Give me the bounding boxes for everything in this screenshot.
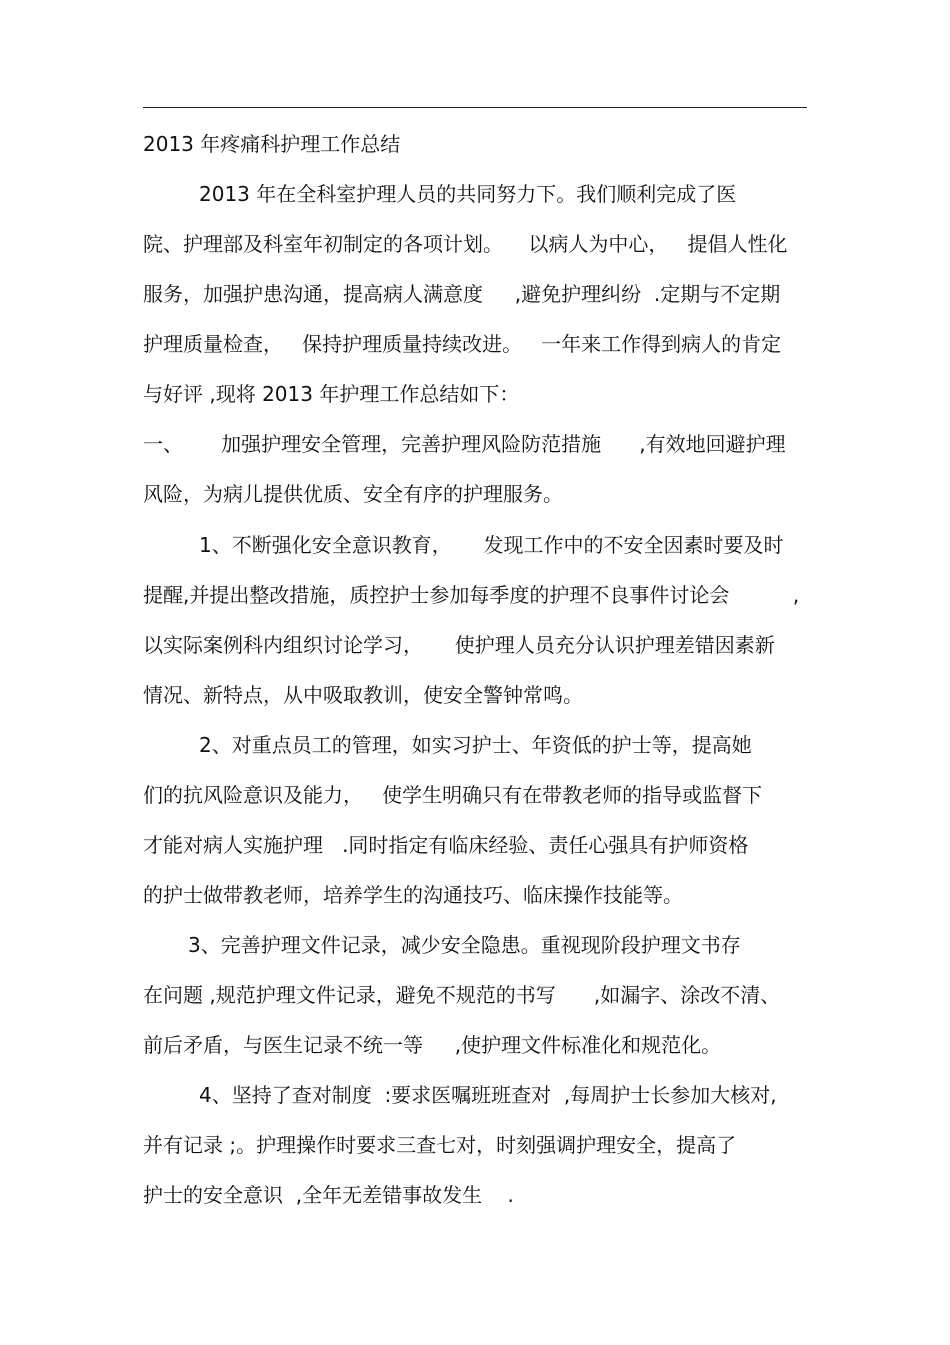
header-rule bbox=[143, 107, 807, 108]
document-title: 2013 年疼痛科护理工作总结 bbox=[143, 132, 401, 156]
paragraph-line: 服务，加强护患沟通，提高病人满意度 ,避免护理纠纷 .定期与不定期 bbox=[143, 282, 781, 306]
paragraph-line: 护理质量检查， 保持护理质量持续改进。 一年来工作得到病人的肯定 bbox=[143, 332, 782, 356]
paragraph-line: 才能对病人实施护理 .同时指定有临床经验、责任心强具有护师资格 bbox=[143, 833, 749, 857]
paragraph-line: 以实际案例科内组织讨论学习， 使护理人员充分认识护理差错因素新 bbox=[143, 633, 775, 657]
section-heading-line: 一、 加强护理安全管理，完善护理风险防范措施 ,有效地回避护理 bbox=[143, 432, 786, 456]
section-heading-line: 风险，为病儿提供优质、安全有序的护理服务。 bbox=[143, 482, 563, 506]
paragraph-line: 院、护理部及科室年初制定的各项计划。 以病人为中心， 提倡人性化 bbox=[143, 232, 788, 256]
paragraph-line: 2013 年在全科室护理人员的共同努力下。我们顺利完成了医 bbox=[199, 182, 737, 206]
paragraph-line: 1、不断强化安全意识教育， 发现工作中的不安全因素时要及时 bbox=[199, 533, 784, 557]
paragraph-line: 2、对重点员工的管理，如实习护士、年资低的护士等，提高她 bbox=[199, 733, 752, 757]
paragraph-line: 前后矛盾，与医生记录不统一等 ,使护理文件标准化和规范化。 bbox=[143, 1033, 722, 1057]
paragraph-line: 的护士做带教老师，培养学生的沟通技巧、临床操作技能等。 bbox=[143, 883, 683, 907]
paragraph-line: 4、坚持了查对制度 :要求医嘱班班查对 ,每周护士长参加大核对, bbox=[199, 1083, 777, 1107]
paragraph-line: 3、完善护理文件记录，减少安全隐患。重视现阶段护理文书存 bbox=[188, 933, 741, 957]
paragraph-line: 护士的安全意识 ,全年无差错事故发生 . bbox=[143, 1183, 514, 1207]
paragraph-line: 与好评 ,现将 2013 年护理工作总结如下： bbox=[143, 382, 520, 406]
paragraph-line: 们的抗风险意识及能力， 使学生明确只有在带教老师的指导或监督下 bbox=[143, 783, 763, 807]
paragraph-line: 提醒,并提出整改措施，质控护士参加每季度的护理不良事件讨论会 , bbox=[143, 583, 800, 607]
paragraph-line: 情况、新特点，从中吸取教训，使安全警钟常鸣。 bbox=[143, 683, 583, 707]
paragraph-line: 并有记录 ;。护理操作时要求三查七对，时刻强调护理安全，提高了 bbox=[143, 1133, 737, 1157]
paragraph-line: 在问题 ,规范护理文件记录，避免不规范的书写 ,如漏字、涂改不清、 bbox=[143, 983, 781, 1007]
